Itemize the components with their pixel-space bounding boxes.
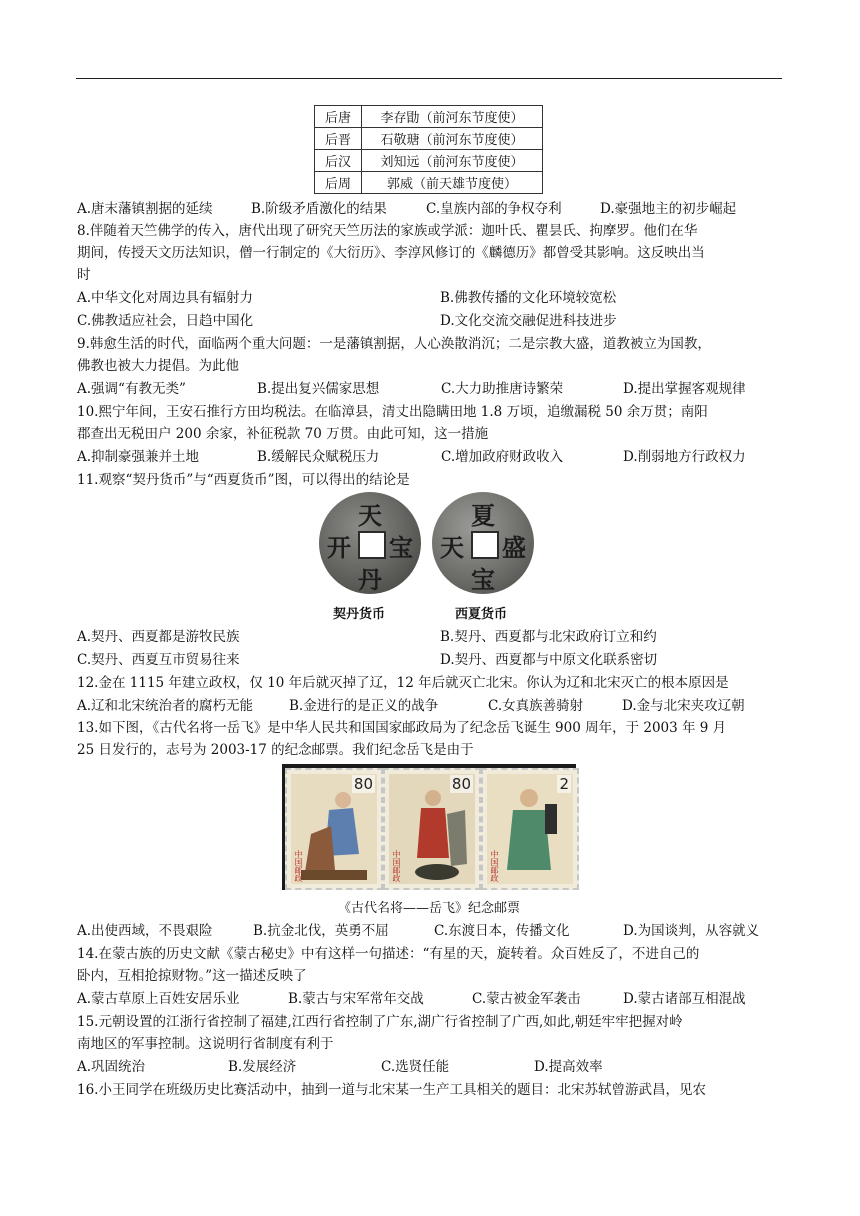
dynasty-cell: 后唐 [315,106,362,128]
q10-stem-line2: 郡查出无税田户 200 余家，补征税款 70 万贯。由此可知，这一措施 [77,426,489,442]
header-rule [76,78,782,79]
q8-option-a[interactable]: A.中华文化对周边具有辐射力 [77,290,254,306]
q14-stem-line2: 卧内，互相抢掠财物。”这一描述反映了 [77,968,307,984]
table-row [315,106,543,128]
founder-cell: 李存勖（前河东节度使） [362,106,543,128]
q14-option-c[interactable]: C.蒙古被金军袭击 [472,991,581,1007]
coin-glyph: 天 [440,533,464,562]
q12-option-c[interactable]: C.女真族善骑射 [488,698,584,714]
q16-stem: 16.小王同学在班级历史比赛活动中，抽到一道与北宋某一生产工具相关的题目：北宋苏轼曾游武昌，见农 [77,1082,706,1098]
q12-option-b[interactable]: B.金进行的是正义的战争 [289,698,439,714]
dynasty-table [314,105,543,194]
q13-option-c[interactable]: C.东渡日本，传播文化 [434,923,570,939]
stamp-postal-mark: 中国邮政 [490,850,499,882]
stamp-value: 2 [559,775,569,793]
founder-cell: 郭威（前天雄节度使） [362,172,543,194]
coin-glyph: 宝 [471,565,495,594]
q11-option-c[interactable]: C.契丹、西夏互市贸易往来 [77,652,240,668]
q13-stem-line1: 13.如下图，《古代名将一岳飞》是中华人民共和国国家邮政局为了纪念岳飞诞生 900 周年，于 2003 年 9 月 [77,720,727,736]
q9-stem-line2: 佛教也被大力提倡。为此他 [77,358,239,374]
q11-option-b[interactable]: B.契丹、西夏都与北宋政府订立和约 [440,629,657,645]
q9-option-b[interactable]: B.提出复兴儒家思想 [257,381,380,397]
coin-glyph: 开 [327,533,351,562]
q7-option-d[interactable]: D.豪强地主的初步崛起 [600,201,737,217]
stamp-2 [383,768,481,890]
q12-option-d[interactable]: D.金与北宋夹攻辽朝 [622,698,745,714]
q13-option-d[interactable]: D.为国谈判，从容就义 [623,923,760,939]
q11-stem: 11.观察“契丹货币”与“西夏货币”图，可以得出的结论是 [77,472,410,488]
table-row [315,128,543,150]
dynasty-cell: 后晋 [315,128,362,150]
coin-glyph: 天 [358,501,382,530]
table-row [315,150,543,172]
q12-option-a[interactable]: A.辽和北宋统治者的腐朽无能 [77,698,254,714]
q15-stem-line2: 南地区的军事控制。这说明行省制度有利于 [77,1036,334,1052]
stamp-value: 80 [353,775,373,793]
q10-option-d[interactable]: D.削弱地方行政权力 [623,449,746,465]
q10-stem-line1: 10.熙宁年间，王安石推行方田均税法。在临漳县，清丈出隐瞒田地 1.8 万顷，追缴漏税 50 余万贯；南阳 [77,404,708,420]
q8-option-d[interactable]: D.文化交流交融促进科技进步 [440,313,617,329]
xixia-coin-label: 西夏货币 [455,607,508,622]
coin-hole [358,531,386,559]
khitan-coin-label: 契丹货币 [333,607,386,622]
q14-option-a[interactable]: A.蒙古草原上百姓安居乐业 [77,991,240,1007]
founder-cell: 刘知远（前河东节度使） [362,150,543,172]
coin-glyph: 丹 [358,565,382,594]
stamp-postal-mark: 中国邮政 [294,850,303,882]
q10-option-b[interactable]: B.缓解民众赋税压力 [257,449,380,465]
q7-option-b[interactable]: B.阶级矛盾激化的结果 [251,201,387,217]
q10-option-c[interactable]: C.增加政府财政收入 [441,449,564,465]
dynasty-cell: 后周 [315,172,362,194]
q15-option-a[interactable]: A.巩固统治 [77,1059,146,1075]
q14-stem-line1: 14.在蒙古族的历史文献《蒙古秘史》中有这样一句描述：“有星的天，旋转着。众百姓反了，不进自己的 [77,946,700,962]
q9-option-a[interactable]: A.强调“有教无类” [77,381,186,397]
q14-option-d[interactable]: D.蒙古诸部互相混战 [623,991,746,1007]
coin-glyph: 夏 [471,501,495,530]
q15-stem-line1: 15.元朝设置的江浙行省控制了福建,江西行省控制了广东,湖广行省控制了广西,如此,朝廷牢牢把握对岭 [77,1014,683,1030]
q15-option-b[interactable]: B.发展经济 [228,1059,297,1075]
coin-glyph: 宝 [389,533,413,562]
stamp-3 [481,768,579,890]
q11-option-a[interactable]: A.契丹、西夏都是游牧民族 [77,629,240,645]
q8-stem-line2: 期间，传授天文历法知识，僧一行制定的《大衍历》、李淳风修订的《麟德历》都曾受其影响。这反映出当 [77,245,705,261]
q9-stem-line1: 9.韩愈生活的时代，面临两个重大问题：一是藩镇割据，人心涣散消沉；二是宗教大盛，道教被立为国教， [77,336,711,352]
dynasty-cell: 后汉 [315,150,362,172]
q8-option-c[interactable]: C.佛教适应社会，日趋中国化 [77,313,254,329]
table-row [315,172,543,194]
q8-stem-line3: 时 [77,267,91,283]
q13-option-b[interactable]: B.抗金北伐，英勇不屈 [253,923,389,939]
q15-option-c[interactable]: C.选贤任能 [381,1059,450,1075]
stamp-value: 80 [451,775,471,793]
q10-option-a[interactable]: A.抑制豪强兼并土地 [77,449,200,465]
q14-option-b[interactable]: B.蒙古与宋军常年交战 [288,991,424,1007]
coin-glyph: 盛 [502,533,526,562]
q9-option-d[interactable]: D.提出掌握客观规律 [623,381,746,397]
founder-cell: 石敬瑭（前河东节度使） [362,128,543,150]
q8-stem-line1: 8.伴随着天竺佛学的传入，唐代出现了研究天竺历法的家族或学派：迦叶氏、瞿昙氏、拘摩罗。他们在华 [77,223,698,239]
q9-option-c[interactable]: C.大力助推唐诗繁荣 [441,381,564,397]
q7-option-c[interactable]: C.皇族内部的争权夺利 [426,201,562,217]
q11-option-d[interactable]: D.契丹、西夏都与中原文化联系密切 [440,652,658,668]
q13-option-a[interactable]: A.出使西域，不畏艰险 [77,923,213,939]
stamp-caption: 《古代名将——岳飞》纪念邮票 [338,901,521,916]
khitan-coin-image [319,492,421,594]
q7-option-a[interactable]: A.唐末藩镇割据的延续 [77,201,213,217]
stamp-1 [285,768,383,890]
coin-hole [471,531,499,559]
q13-stem-line2: 25 日发行的，志号为 2003-17 的纪念邮票。我们纪念岳飞是由于 [77,742,474,758]
stamp-postal-mark: 中国邮政 [392,850,401,882]
q12-stem: 12.金在 1115 年建立政权，仅 10 年后就灭掉了辽，12 年后就灭亡北宋。你认为辽和北宋灭亡的根本原因是 [77,675,729,691]
xixia-coin-image [432,492,534,594]
q15-option-d[interactable]: D.提高效率 [534,1059,603,1075]
q8-option-b[interactable]: B.佛教传播的文化环境较宽松 [440,290,617,306]
